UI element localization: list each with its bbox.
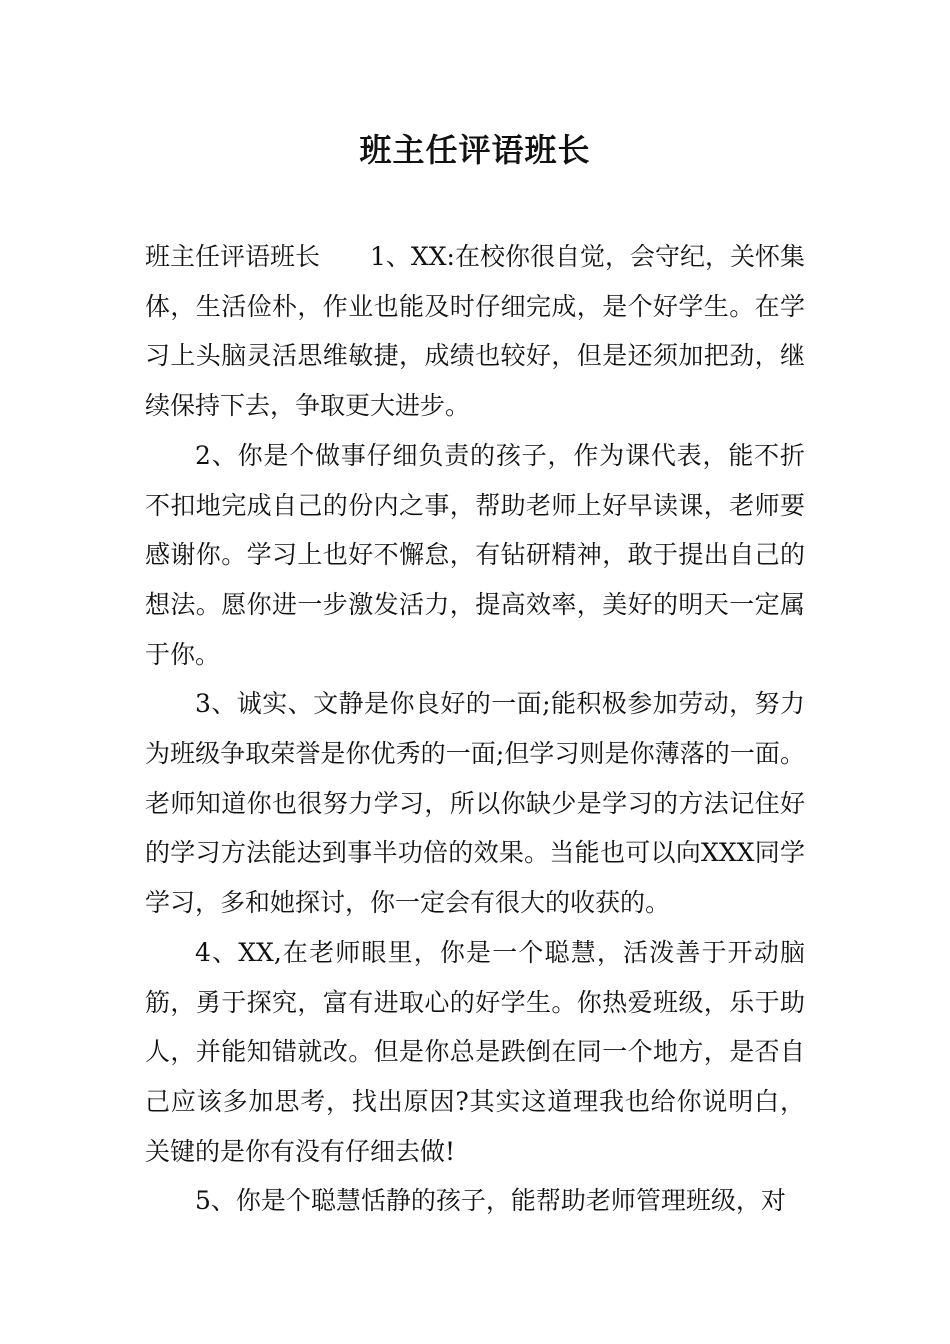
document-title: 班主任评语班长 [359, 131, 591, 169]
paragraph-5: 5、你是个聪慧恬静的孩子，能帮助老师管理班级，对 [195, 1186, 786, 1216]
paragraph-2: 2、你是个做事仔细负责的孩子，作为课代表，能不折不扣地完成自己的份内之事，帮助老师上好早读课，老师要感谢你。学习上也好不懈怠，有钻研精神，敢于提出自己的想法。愿你进一步激发活力，提高效率，美好的明天一定属于你。 [145, 440, 805, 669]
paragraph-3: 3、诚实、文静是你良好的一面;能积极参加劳动，努力为班级争取荣誉是你优秀的一面;但学习则是你薄落的一面。老师知道你也很努力学习，所以你缺少是学习的方法记住好的学习方法能达到事半功倍的效果。当能也可以向XXX同学学习，多和她探讨，你一定会有很大的收获的。 [145, 689, 805, 918]
paragraph-4: 4、XX,在老师眼里，你是一个聪慧，活泼善于开动脑筋，勇于探究，富有进取心的好学生。你热爱班级，乐于助人，并能知错就改。但是你总是跌倒在同一个地方，是否自己应该多加思考，找出原因?其实这道理我也给你说明白，关键的是你有没有仔细去做! [145, 937, 805, 1166]
paragraph-1: 班主任评语班长 1、XX:在校你很自觉，会守纪，关怀集体，生活俭朴，作业也能及时仔细完成，是个好学生。在学习上头脑灵活思维敏捷，成绩也较好，但是还须加把劲，继续保持下去，争取更大进步。 [145, 242, 805, 421]
document-body [145, 232, 805, 1226]
